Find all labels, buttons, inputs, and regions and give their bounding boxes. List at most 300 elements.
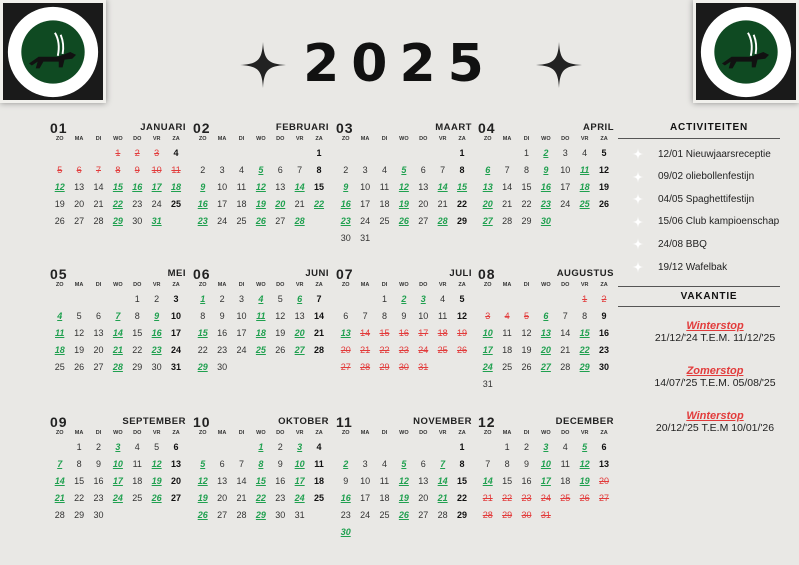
day-cell: 8 <box>258 459 264 469</box>
day-cell: 17 <box>151 182 162 192</box>
day-cell: 1 <box>134 294 140 304</box>
day-cell: 19 <box>255 199 266 209</box>
day-cell: 29 <box>379 362 390 372</box>
weekday-label: DO <box>561 430 570 436</box>
weekday-label: DI <box>95 136 102 142</box>
day-cell: 4 <box>173 148 179 158</box>
day-cell: 2 <box>543 148 549 158</box>
day-cell: 2 <box>523 442 529 452</box>
day-cell: 19 <box>197 493 208 503</box>
vacation-title: Winterstop <box>686 320 744 332</box>
day-cell: 13 <box>418 182 429 192</box>
day-cell: 12 <box>398 476 409 486</box>
day-cell: 20 <box>482 199 493 209</box>
day-cell: 21 <box>314 328 325 338</box>
day-cell: 6 <box>601 442 607 452</box>
day-cell: 16 <box>340 199 351 209</box>
day-cell: 14 <box>112 328 123 338</box>
day-cell: 18 <box>132 476 143 486</box>
day-cell: 27 <box>340 362 351 372</box>
day-cell: 26 <box>398 216 409 226</box>
day-cell: 8 <box>76 459 82 469</box>
vacation-dates: 21/12/'24 T.E.M. 11/12/'25 <box>654 332 776 344</box>
day-cell: 3 <box>115 442 121 452</box>
weekday-label: WO <box>256 136 266 142</box>
weekday-label: ZO <box>483 282 492 288</box>
day-cell: 17 <box>418 328 429 338</box>
day-cell: 1 <box>459 148 465 158</box>
month-02 <box>193 120 329 232</box>
weekday-label: DI <box>95 282 102 288</box>
weekday-label: MA <box>502 430 512 436</box>
day-cell: 27 <box>171 493 182 503</box>
vacation-heading: VAKANTIE <box>680 291 738 302</box>
empty-cell <box>69 147 88 164</box>
day-cell: 13 <box>275 182 286 192</box>
day-cell: 11 <box>171 165 181 175</box>
weekday-label: WO <box>113 282 123 288</box>
month-11 <box>336 414 472 543</box>
day-cell: 19 <box>74 345 85 355</box>
empty-cell <box>69 293 88 310</box>
day-cell: 16 <box>93 476 104 486</box>
day-cell: 22 <box>521 199 532 209</box>
day-cell: 10 <box>560 165 571 175</box>
year-title: 2025 <box>303 34 496 94</box>
month-name: JUNI <box>305 268 329 279</box>
day-cell: 30 <box>521 510 532 520</box>
day-cell: 24 <box>236 345 247 355</box>
day-cell: 5 <box>154 442 160 452</box>
day-cell: 10 <box>418 311 429 321</box>
day-cell: 2 <box>134 148 140 158</box>
day-cell: 5 <box>601 148 607 158</box>
day-cell: 8 <box>316 165 322 175</box>
day-cell: 11 <box>502 328 512 338</box>
day-cell: 12 <box>255 182 266 192</box>
month-number: 10 <box>193 414 211 430</box>
day-cell: 11 <box>132 459 142 469</box>
month-09 <box>50 414 186 526</box>
weekday-label: ZO <box>55 136 64 142</box>
empty-cell <box>212 441 231 458</box>
day-cell: 15 <box>132 328 143 338</box>
day-cell: 25 <box>379 216 390 226</box>
day-cell: 27 <box>599 493 610 503</box>
day-cell: 31 <box>151 216 162 226</box>
day-cell: 12 <box>599 165 610 175</box>
weekday-label: ZA <box>458 430 466 436</box>
day-cell: 16 <box>275 476 286 486</box>
day-cell: 5 <box>76 311 82 321</box>
day-cell: 19 <box>151 476 162 486</box>
day-cell: 20 <box>540 345 551 355</box>
day-cell: 23 <box>275 493 286 503</box>
day-cell: 13 <box>482 182 493 192</box>
day-cell: 20 <box>340 345 351 355</box>
activity-text: 19/12 Wafelbak <box>658 261 728 273</box>
weekday-label: MA <box>502 282 512 288</box>
empty-cell <box>290 147 309 164</box>
activity-text: 09/02 oliebollenfestijn <box>658 171 755 183</box>
day-cell: 18 <box>437 328 448 338</box>
day-cell: 6 <box>543 311 549 321</box>
day-cell: 10 <box>171 311 182 321</box>
day-cell: 14 <box>93 182 104 192</box>
empty-cell <box>355 293 374 310</box>
weekday-label: ZA <box>458 282 466 288</box>
day-cell: 11 <box>55 328 65 338</box>
day-cell: 4 <box>440 294 446 304</box>
weekday-label: VR <box>580 282 589 288</box>
day-cell: 23 <box>521 493 532 503</box>
day-cell: 5 <box>582 442 588 452</box>
day-cell: 5 <box>200 459 206 469</box>
day-cell: 2 <box>200 165 206 175</box>
weekday-label: ZA <box>600 282 608 288</box>
day-cell: 4 <box>134 442 140 452</box>
day-cell: 2 <box>343 165 349 175</box>
weekday-label: VR <box>295 136 304 142</box>
weekday-label: DI <box>381 282 388 288</box>
day-cell: 28 <box>437 510 448 520</box>
weekday-label: MA <box>74 430 84 436</box>
day-cell: 15 <box>502 476 513 486</box>
weekday-label: ZA <box>600 430 608 436</box>
day-cell: 8 <box>381 311 387 321</box>
day-cell: 7 <box>238 459 244 469</box>
activities-heading: ACTIVITEITEN <box>670 122 748 133</box>
day-cell: 12 <box>275 311 286 321</box>
empty-cell <box>89 147 108 164</box>
day-cell: 3 <box>362 459 368 469</box>
empty-cell <box>251 147 270 164</box>
empty-cell <box>556 293 575 310</box>
empty-cell <box>50 147 69 164</box>
day-cell: 5 <box>258 165 264 175</box>
weekday-label: VR <box>152 282 161 288</box>
vacation-item <box>630 365 799 389</box>
empty-cell <box>536 293 555 310</box>
weekday-label: WO <box>541 282 551 288</box>
month-01 <box>50 120 186 232</box>
day-cell: 30 <box>132 216 143 226</box>
empty-cell <box>517 293 536 310</box>
day-cell: 17 <box>171 328 182 338</box>
day-cell: 30 <box>340 527 351 537</box>
day-cell: 22 <box>579 345 590 355</box>
month-name: MAART <box>435 122 472 133</box>
day-cell: 9 <box>154 311 160 321</box>
sparkle-icon <box>632 148 644 160</box>
day-cell: 19 <box>398 199 409 209</box>
day-cell: 31 <box>360 233 371 243</box>
day-cell: 3 <box>420 294 426 304</box>
day-cell: 30 <box>340 233 351 243</box>
day-cell: 1 <box>381 294 387 304</box>
day-cell: 6 <box>485 165 491 175</box>
day-cell: 18 <box>502 345 513 355</box>
weekday-label: DO <box>419 136 428 142</box>
weekday-label: WO <box>541 136 551 142</box>
day-cell: 31 <box>540 510 551 520</box>
day-cell: 24 <box>217 216 228 226</box>
day-cell: 11 <box>560 459 570 469</box>
day-cell: 17 <box>540 476 551 486</box>
day-cell: 13 <box>171 459 182 469</box>
weekday-label: WO <box>399 430 409 436</box>
day-cell: 5 <box>523 311 529 321</box>
day-cell: 1 <box>459 442 465 452</box>
day-cell: 13 <box>93 328 104 338</box>
day-cell: 21 <box>560 345 571 355</box>
day-cell: 23 <box>398 345 409 355</box>
empty-cell <box>433 147 452 164</box>
day-cell: 4 <box>504 311 510 321</box>
day-cell: 27 <box>74 216 85 226</box>
sparkle-icon <box>240 42 286 88</box>
day-cell: 15 <box>74 476 85 486</box>
day-cell: 28 <box>294 216 305 226</box>
weekday-label: WO <box>541 430 551 436</box>
month-05 <box>50 266 186 378</box>
weekday-label: ZA <box>458 136 466 142</box>
month-name: OKTOBER <box>278 416 329 427</box>
day-cell: 13 <box>340 328 351 338</box>
day-cell: 23 <box>217 345 228 355</box>
day-cell: 20 <box>599 476 610 486</box>
day-cell: 5 <box>459 294 465 304</box>
day-cell: 20 <box>418 493 429 503</box>
month-number: 09 <box>50 414 68 430</box>
day-cell: 18 <box>579 182 590 192</box>
day-cell: 11 <box>579 165 590 175</box>
day-cell: 4 <box>582 148 588 158</box>
day-cell: 21 <box>294 199 305 209</box>
weekday-label: ZO <box>483 136 492 142</box>
day-cell: 16 <box>197 199 208 209</box>
day-cell: 2 <box>277 442 283 452</box>
day-cell: 22 <box>457 199 468 209</box>
day-cell: 7 <box>440 165 446 175</box>
weekday-label: DI <box>381 136 388 142</box>
day-cell: 17 <box>236 328 247 338</box>
day-cell: 21 <box>502 199 513 209</box>
day-cell: 3 <box>238 294 244 304</box>
activity-item <box>632 238 792 250</box>
day-cell: 24 <box>360 510 371 520</box>
day-cell: 2 <box>601 294 607 304</box>
day-cell: 28 <box>112 362 123 372</box>
day-cell: 17 <box>217 199 228 209</box>
day-cell: 21 <box>93 199 104 209</box>
weekday-label: ZA <box>172 136 180 142</box>
day-cell: 27 <box>540 362 551 372</box>
day-cell: 26 <box>579 493 590 503</box>
day-cell: 14 <box>54 476 65 486</box>
day-cell: 9 <box>219 311 225 321</box>
month-number: 08 <box>478 266 496 282</box>
day-cell: 27 <box>418 510 429 520</box>
day-cell: 27 <box>418 216 429 226</box>
activity-item <box>632 261 792 273</box>
day-cell: 31 <box>294 510 305 520</box>
day-cell: 19 <box>398 493 409 503</box>
month-name: FEBRUARI <box>275 122 329 133</box>
weekday-label: WO <box>399 136 409 142</box>
day-cell: 29 <box>457 216 468 226</box>
day-cell: 11 <box>314 459 324 469</box>
day-cell: 7 <box>485 459 491 469</box>
weekday-label: VR <box>438 136 447 142</box>
month-number: 06 <box>193 266 211 282</box>
activity-text: 12/01 Nieuwjaarsreceptie <box>658 148 771 160</box>
day-cell: 14 <box>437 182 448 192</box>
day-cell: 5 <box>401 459 407 469</box>
day-cell: 17 <box>112 476 123 486</box>
day-cell: 1 <box>523 148 529 158</box>
day-cell: 21 <box>482 493 493 503</box>
day-cell: 30 <box>398 362 409 372</box>
day-cell: 28 <box>560 362 571 372</box>
day-cell: 15 <box>112 182 123 192</box>
day-cell: 17 <box>294 476 305 486</box>
weekday-label: MA <box>360 282 370 288</box>
day-cell: 29 <box>579 362 590 372</box>
month-number: 03 <box>336 120 354 136</box>
day-cell: 22 <box>379 345 390 355</box>
weekday-label: ZO <box>198 282 207 288</box>
day-cell: 25 <box>379 510 390 520</box>
day-cell: 12 <box>54 182 65 192</box>
day-cell: 31 <box>171 362 182 372</box>
weekday-label: DO <box>419 430 428 436</box>
day-cell: 10 <box>294 459 305 469</box>
day-cell: 6 <box>420 165 426 175</box>
weekday-label: DO <box>419 282 428 288</box>
weekday-label: WO <box>256 282 266 288</box>
day-cell: 12 <box>457 311 468 321</box>
day-cell: 6 <box>173 442 179 452</box>
month-number: 07 <box>336 266 354 282</box>
weekday-label: DI <box>523 430 530 436</box>
day-cell: 1 <box>316 148 322 158</box>
day-cell: 12 <box>579 459 590 469</box>
empty-cell <box>497 147 516 164</box>
month-number: 11 <box>336 414 353 430</box>
day-cell: 24 <box>171 345 182 355</box>
day-cell: 12 <box>197 476 208 486</box>
day-cell: 1 <box>504 442 510 452</box>
day-cell: 22 <box>314 199 325 209</box>
day-cell: 23 <box>197 216 208 226</box>
sparkle-icon <box>632 171 644 183</box>
weekday-label: WO <box>113 136 123 142</box>
empty-cell <box>497 293 516 310</box>
day-cell: 22 <box>457 493 468 503</box>
day-cell: 30 <box>217 362 228 372</box>
day-cell: 27 <box>482 216 493 226</box>
day-cell: 11 <box>379 476 390 486</box>
month-number: 01 <box>50 120 68 136</box>
day-cell: 18 <box>236 199 247 209</box>
month-name: AUGUSTUS <box>556 268 614 279</box>
weekday-label: MA <box>360 430 370 436</box>
day-cell: 26 <box>197 510 208 520</box>
day-cell: 10 <box>151 165 162 175</box>
day-cell: 1 <box>115 148 121 158</box>
day-cell: 2 <box>219 294 225 304</box>
day-cell: 7 <box>57 459 63 469</box>
month-name: APRIL <box>583 122 614 133</box>
weekday-label: DI <box>95 430 102 436</box>
day-cell: 16 <box>398 328 409 338</box>
vacation-title: Zomerstop <box>686 365 744 377</box>
day-cell: 15 <box>521 182 532 192</box>
month-number: 02 <box>193 120 211 136</box>
day-cell: 26 <box>54 216 65 226</box>
weekday-label: MA <box>74 282 84 288</box>
day-cell: 6 <box>277 165 283 175</box>
day-cell: 5 <box>401 165 407 175</box>
day-cell: 5 <box>57 165 63 175</box>
day-cell: 8 <box>115 165 121 175</box>
day-cell: 10 <box>540 459 551 469</box>
empty-cell <box>336 293 355 310</box>
activity-text: 24/08 BBQ <box>658 238 707 250</box>
day-cell: 14 <box>236 476 247 486</box>
day-cell: 3 <box>485 311 491 321</box>
day-cell: 9 <box>277 459 283 469</box>
day-cell: 16 <box>217 328 228 338</box>
day-cell: 14 <box>360 328 371 338</box>
day-cell: 15 <box>197 328 208 338</box>
weekday-label: VR <box>295 430 304 436</box>
day-cell: 20 <box>171 476 182 486</box>
weekday-label: VR <box>152 430 161 436</box>
day-cell: 22 <box>197 345 208 355</box>
day-cell: 15 <box>314 182 325 192</box>
day-cell: 1 <box>76 442 82 452</box>
empty-cell <box>394 441 413 458</box>
empty-cell <box>478 293 497 310</box>
day-cell: 30 <box>599 362 610 372</box>
divider <box>618 138 780 139</box>
day-cell: 9 <box>523 459 529 469</box>
weekday-label: ZA <box>600 136 608 142</box>
day-cell: 29 <box>502 510 513 520</box>
day-cell: 28 <box>437 216 448 226</box>
day-cell: 1 <box>582 294 588 304</box>
month-07 <box>336 266 472 378</box>
weekday-label: ZA <box>172 430 180 436</box>
month-08 <box>478 266 614 395</box>
day-cell: 20 <box>294 328 305 338</box>
empty-cell <box>193 147 212 164</box>
weekday-label: ZO <box>341 136 350 142</box>
weekday-label: DO <box>561 282 570 288</box>
day-cell: 4 <box>258 294 264 304</box>
weekday-label: DO <box>276 136 285 142</box>
weekday-label: DI <box>523 136 530 142</box>
day-cell: 28 <box>360 362 371 372</box>
sparkle-icon <box>536 42 582 88</box>
day-cell: 26 <box>275 345 286 355</box>
weekday-label: VR <box>580 136 589 142</box>
empty-cell <box>50 441 69 458</box>
day-cell: 8 <box>459 165 465 175</box>
day-cell: 30 <box>151 362 162 372</box>
